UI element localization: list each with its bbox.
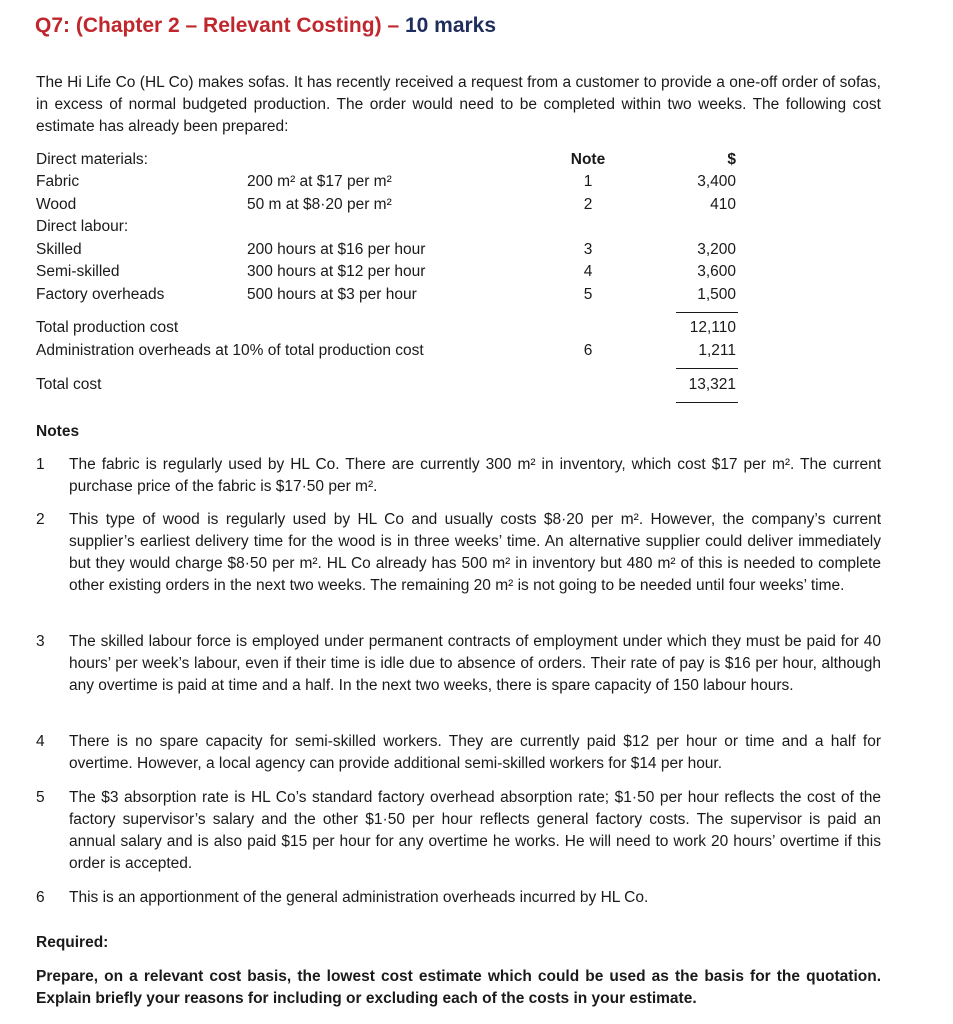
row-note: 3 — [583, 241, 593, 258]
intro-paragraph: The Hi Life Co (HL Co) makes sofas. It has recently received a request from a customer to provide a one-off order of sofas, in excess of normal budgeted production. The order would need to be completed within two weeks. The following cost estimate has already been prepared: — [36, 74, 881, 135]
note-item — [36, 631, 881, 697]
total-bottom-rule — [676, 402, 738, 403]
note-text: The fabric is regularly used by HL Co. There are currently 300 m² in inventory, which cost $17 per m². The current purchase price of the fabric is $17·50 per m². — [69, 456, 881, 495]
note-number: 2 — [36, 511, 45, 528]
note-text: The $3 absorption rate is HL Co’s standard factory overhead absorption rate; $1·50 per hour reflects the cost of the factory supervisor’s salary and the other $1·50 per hour reflects general factory costs. The supervisor is paid an annual salary and is also paid $15 per hour for any overtime he works. He will need to work 20 hours’ overtime if this order is accepted. — [69, 789, 881, 872]
row-label: Direct labour: — [36, 218, 129, 235]
row-label: Fabric — [36, 173, 80, 190]
note-column-header: Note — [570, 151, 606, 168]
row-label: Wood — [36, 196, 77, 213]
notes-heading: Notes — [36, 423, 80, 440]
row-detail: 500 hours at $3 per hour — [247, 286, 417, 303]
row-note: 6 — [583, 342, 593, 359]
note-number: 1 — [36, 456, 45, 473]
row-label: Administration overheads at 10% of total production cost — [36, 342, 424, 359]
note-text: The skilled labour force is employed under permanent contracts of employment under which they must be paid for 40 hours’ per week’s labour, even if their time is idle due to absence of orders. Their rate of pay is $16 per hour, although any overtime is paid at time and a half. In the next two weeks, there is spare capacity of 150 labour hours. — [69, 633, 881, 694]
row-amount: 410 — [710, 196, 736, 213]
row-amount: 1,211 — [698, 342, 736, 359]
row-detail: 200 m² at $17 per m² — [247, 173, 392, 190]
title-dash: – — [387, 14, 400, 37]
question-chapter: (Chapter 2 – Relevant Costing) — [75, 14, 382, 37]
note-item — [36, 731, 881, 775]
note-text: There is no spare capacity for semi-skilled workers. They are currently paid $12 per hour or time and a half for overtime. However, a local agency can provide additional semi-skilled workers for $14 per hour. — [69, 733, 881, 772]
note-text: This type of wood is regularly used by HL Co and usually costs $8·20 per m². However, the company’s current supplier’s earliest delivery time for the wood is in three weeks’ time. An alternative supplier could deliver immediately but they would charge $8·50 per m². HL Co already has 500 m² in inventory but 480 m² of this is needed to complete other existing orders in the next two weeks. The remaining 20 m² is not going to be needed until four weeks’ time. — [69, 511, 881, 594]
note-number: 6 — [36, 889, 45, 906]
row-label: Factory overheads — [36, 286, 165, 303]
row-label: Skilled — [36, 241, 82, 258]
row-amount: 3,200 — [697, 241, 736, 258]
note-number: 4 — [36, 733, 45, 750]
row-label: Direct materials: — [36, 151, 148, 168]
row-amount: 13,321 — [688, 376, 736, 393]
row-note: 4 — [583, 263, 593, 280]
row-note: 2 — [583, 196, 593, 213]
row-detail: 200 hours at $16 per hour — [247, 241, 426, 258]
note-item — [36, 887, 881, 909]
note-text: This is an apportionment of the general administration overheads incurred by HL Co. — [69, 889, 649, 906]
note-number: 3 — [36, 633, 45, 650]
question-marks: 10 marks — [404, 14, 497, 37]
row-amount: 3,600 — [697, 263, 736, 280]
row-detail: 50 m at $8·20 per m² — [247, 196, 392, 213]
row-label: Semi-skilled — [36, 263, 120, 280]
row-amount: 3,400 — [697, 173, 736, 190]
amount-column-header: $ — [727, 151, 736, 168]
row-note: 5 — [583, 286, 593, 303]
row-note: 1 — [583, 173, 593, 190]
row-detail: 300 hours at $12 per hour — [247, 263, 426, 280]
row-amount: 12,110 — [689, 319, 736, 336]
note-item — [36, 454, 881, 498]
required-heading: Required: — [36, 934, 109, 951]
note-number: 5 — [36, 789, 45, 806]
cost-estimate-table — [36, 148, 746, 410]
row-label: Total cost — [36, 376, 102, 393]
question-number: Q7: — [35, 14, 71, 37]
total-top-rule — [676, 368, 738, 369]
row-amount: 1,500 — [697, 286, 736, 303]
required-text: Prepare, on a relevant cost basis, the lowest cost estimate which could be used as the basis for the quotation. Explain briefly your reasons for including or excluding each of the costs in your estimate. — [36, 968, 881, 1007]
row-label: Total production cost — [36, 319, 179, 336]
subtotal-rule — [676, 312, 738, 313]
question-title — [35, 14, 496, 38]
note-item — [36, 787, 881, 875]
note-item — [36, 509, 881, 597]
